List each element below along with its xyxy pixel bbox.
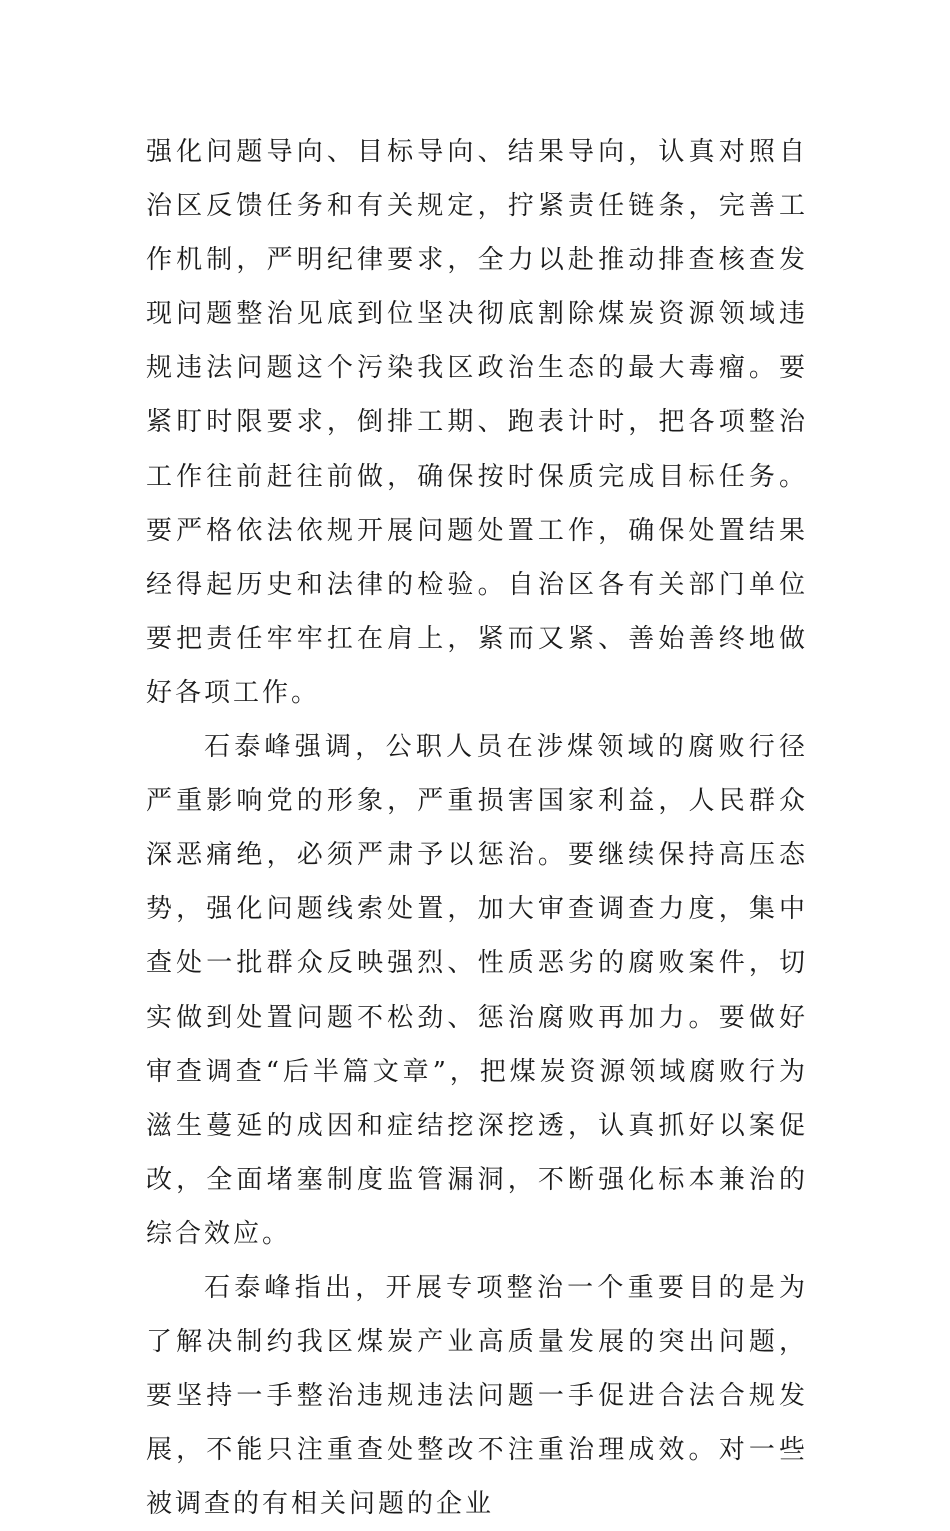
paragraph-continued: 强化问题导向、目标导向、结果导向，认真对照自治区反馈任务和有关规定，拧紧责任链条，完善工作机制，严明纪律要求，全力以赴推动排查核查发现问题整治见底到位坚决彻底割除煤炭资源领域违规违法问题这个污染我区政治生态的最大毒瘤。要紧盯时限要求，倒排工期、跑表计时，把各项整治工作往前赶往前做，确保按时保质完成目标任务。要严格依法依规开展问题处置工作，确保处置结果经得起历史和法律的检验。自治区各有关部门单位要把责任牢牢扛在肩上，紧而又紧、善始善终地做好各项工作。 — [146, 137, 808, 708]
paragraph-shi-taifeng-emphasized: 石泰峰强调，公职人员在涉煤领域的腐败行径严重影响党的形象，严重损害国家利益，人民群众深恶痛绝，必须严肃予以惩治。要继续保持高压态势，强化问题线索处置，加大审查调查力度，集中查处一批群众反映强烈、性质恶劣的腐败案件，切实做到处置问题不松劲、惩治腐败再加力。要做好审查调查“后半篇文章”，把煤炭资源领域腐败行为滋生蔓延的成因和症结挖深挖透，认真抓好以案促改，全面堵塞制度监管漏洞，不断强化标本兼治的综合效应。 — [146, 732, 808, 1249]
paragraph-shi-taifeng-pointed-out: 石泰峰指出，开展专项整治一个重要目的是为了解决制约我区煤炭产业高质量发展的突出问题，要坚持一手整治违规违法问题一手促进合法合规发展，不能只注重查处整改不注重治理成效。对一些被调查的有相关问题的企业 — [146, 1272, 808, 1520]
document-body — [146, 125, 808, 1531]
